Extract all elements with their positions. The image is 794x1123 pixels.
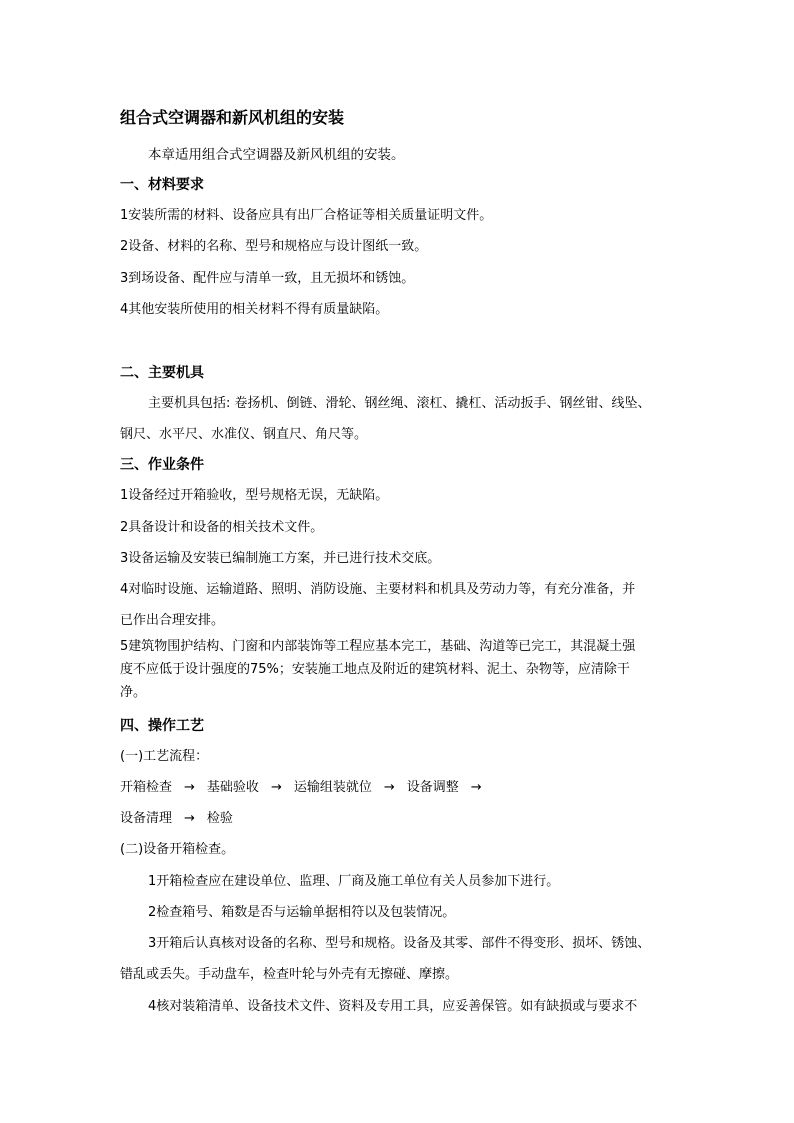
- process-flow-row2: [120, 810, 233, 828]
- section-heading-tools: 二、主要机具: [120, 365, 204, 381]
- list-item: 1安装所需的材料、设备应具有出厂合格证等相关质量证明文件。: [120, 208, 493, 223]
- section-heading-process: 四、操作工艺: [120, 718, 204, 734]
- tools-paragraph-line1: 主要机具包括: 卷扬机、倒链、滑轮、钢丝绳、滚杠、撬杠、活动扳手、钢丝钳、线坠、: [148, 396, 651, 411]
- list-item: 2设备、材料的名称、型号和规格应与设计图纸一致。: [120, 239, 428, 254]
- flow-step: 设备调整: [406, 780, 459, 795]
- page-title: 组合式空调器和新风机组的安装: [120, 108, 345, 127]
- tools-paragraph-line2: 钢尺、水平尺、水准仪、钢直尺、角尺等。: [120, 427, 368, 442]
- flow-step: 运输组装就位: [293, 780, 372, 795]
- list-item-continuation: 错乱或丢失。手动盘车，检查叶轮与外壳有无擦碰、摩擦。: [120, 967, 459, 982]
- list-item: 3开箱后认真核对设备的名称、型号和规格。设备及其零、部件不得变形、损坏、锈蚀、: [148, 936, 651, 951]
- list-item: 4其他安装所使用的相关材料不得有质量缺陷。: [120, 302, 389, 317]
- list-item: 4核对装箱清单、设备技术文件、资料及专用工具，应妥善保管。如有缺损或与要求不: [148, 999, 638, 1014]
- arrow-right-icon: →: [270, 780, 282, 795]
- list-item: 3设备运输及安装已编制施工方案，并已进行技术交底。: [120, 551, 441, 566]
- section-heading-materials: 一、材料要求: [120, 177, 204, 193]
- list-item: 5建筑物围护结构、门窗和内部装饰等工程应基本完工，基础、沟道等已完工，其混凝土强: [120, 639, 636, 654]
- list-item: 3到场设备、配件应与清单一致，且无损坏和锈蚀。: [120, 271, 415, 286]
- list-item-continuation: 已作出合理安排。: [120, 613, 225, 628]
- list-item: 2具备设计和设备的相关技术文件。: [120, 520, 324, 535]
- list-item-continuation: 净。: [120, 685, 147, 700]
- list-item-continuation: 度不应低于设计强度的75%；安装施工地点及附近的建筑材料、泥土、杂物等，应清除干: [120, 662, 630, 677]
- flow-step: 检验: [206, 811, 233, 826]
- list-item: 1设备经过开箱验收，型号规格无误，无缺陷。: [120, 488, 389, 503]
- intro-paragraph: 本章适用组合式空调器及新风机组的安装。: [148, 147, 405, 163]
- section-heading-conditions: 三、作业条件: [120, 457, 204, 473]
- subheading-unpacking: (二)设备开箱检查。: [120, 842, 235, 857]
- list-item: 1开箱检查应在建设单位、监理、厂商及施工单位有关人员参加下进行。: [148, 874, 560, 889]
- list-item: 2检查箱号、箱数是否与运输单据相符以及包装情况。: [148, 905, 456, 920]
- flow-step: 设备清理: [120, 811, 173, 826]
- subheading-flow: (一)工艺流程：: [120, 749, 209, 764]
- flow-step: 基础验收: [206, 780, 259, 795]
- arrow-right-icon: →: [470, 780, 482, 795]
- arrow-right-icon: →: [184, 780, 195, 795]
- list-item: 4对临时设施、运输道路、照明、消防设施、主要材料和机具及劳动力等，有充分准备，并: [120, 582, 636, 597]
- flow-step: 开箱检查: [120, 780, 173, 795]
- arrow-right-icon: →: [184, 811, 195, 826]
- arrow-right-icon: →: [383, 780, 395, 795]
- process-flow-row1: [120, 779, 494, 797]
